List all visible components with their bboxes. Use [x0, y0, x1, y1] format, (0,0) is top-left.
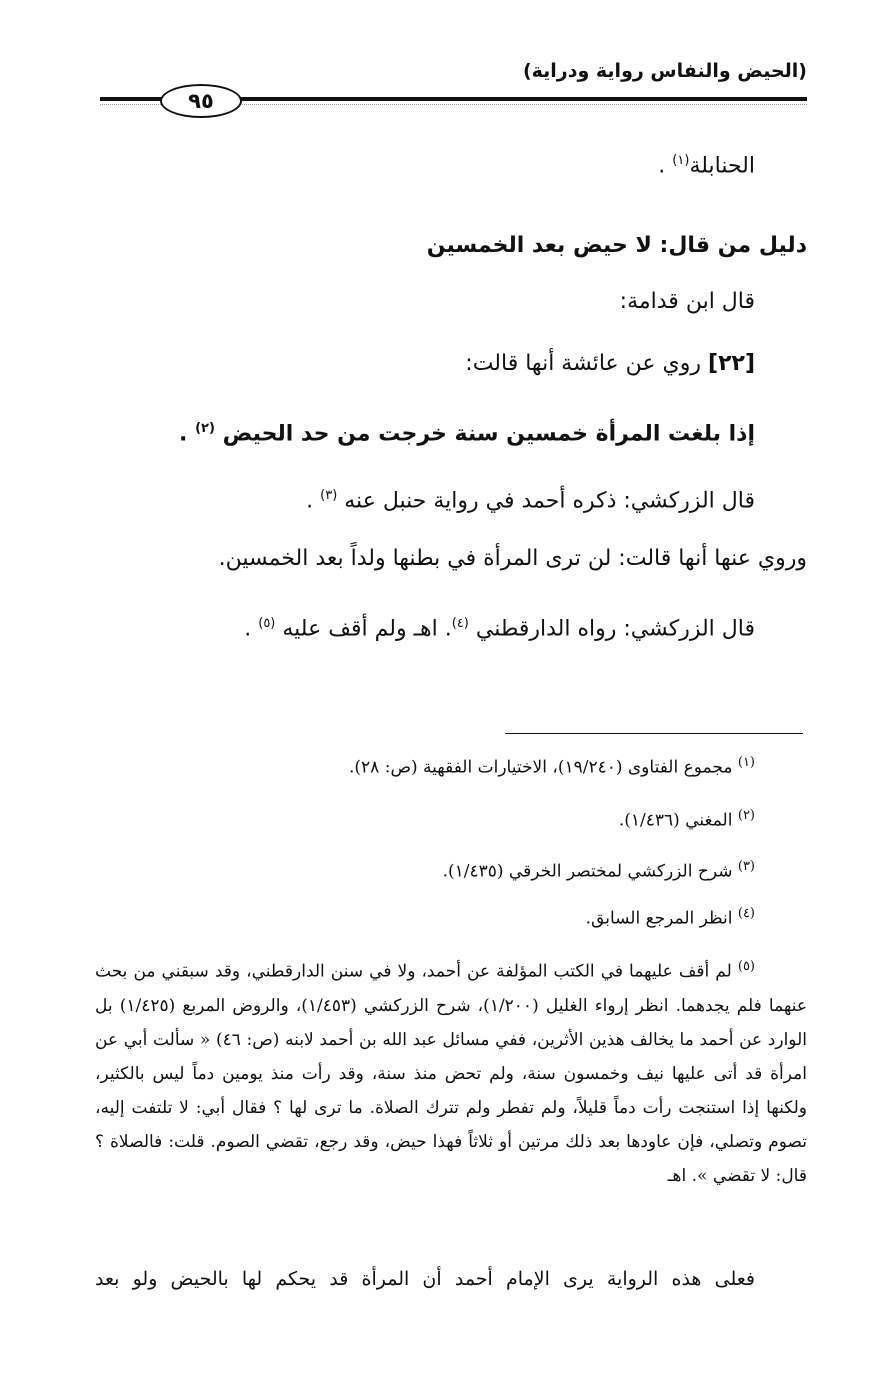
page-number: ٩٥ [160, 84, 242, 118]
footnote-ref: (٤) [451, 616, 469, 631]
punctuation: . [244, 616, 252, 642]
body-line-2: قال ابن قدامة: [619, 289, 755, 314]
footnote-marker: (٤) [737, 906, 755, 921]
footnote-text: انظر المرجع السابق. [585, 908, 733, 929]
continuation-line: فعلى هذه الرواية يرى الإمام أحمد أن المرأة قد يحكم لها بالحيض ولو بعد [95, 1268, 755, 1290]
footnote-3 [443, 859, 755, 882]
footnote-text: لم أقف عليهما في الكتب المؤلفة عن أحمد، ولا في سنن الدارقطني، وقد سبقني من بحث عنهما فلم يجدهما. انظر إرواء الغليل (١/٢٠٠)، شرح الزركشي (١/٤٥٣)، والروض المربع (١/٤٢٥) بل الوارد عن أحمد ما يخالف هذين الأثرين، ففي مسائل عبد الله بن أحمد لابنه (ص: ٤٦) « سألت أبي عن امرأة قد أتى عليها نيف وخمسون سنة، ولم تحض منذ سنة، وقد رأت منذ يومين دماً ليس بالكثير، ولكنها إذا استنجت رأت دماً قليلاً، ولم تفطر ولم تترك الصلاة. ما ترى لها ؟ فقال أبي: لا تلتفت إليه، تصوم وتصلي، فإن عاودها بعد ذلك مرتين أو ثلاثاً فهذا حيض، وقد رجع، تقضي الصوم. قلت: فالصلاة ؟ قال: لا تقضي ». اهـ [95, 961, 808, 1186]
footnote-ref: (٣) [320, 488, 338, 503]
footnote-marker: (٣) [737, 859, 755, 874]
punctuation: . [179, 421, 188, 447]
hadith-text: إذا بلغت المرأة خمسين سنة خرجت من حد الحيض [222, 421, 755, 447]
body-text: قال الزركشي: ذكره أحمد في رواية حنبل عنه [344, 488, 755, 514]
section-heading: دليل من قال: لا حيض بعد الخمسين [426, 233, 807, 258]
footnote-ref: (٢) [195, 421, 215, 436]
body-line-3 [465, 351, 755, 376]
body-line-5 [306, 488, 755, 513]
body-line-6: وروي عنها أنها قالت: لن ترى المرأة في بطنها ولداً بعد الخمسين. [218, 546, 807, 571]
body-text: روي عن عائشة أنها قالت: [465, 351, 702, 376]
running-header-title: (الحيض والنفاس رواية ودراية) [522, 60, 807, 82]
footnote-2 [619, 808, 755, 831]
body-line-1 [658, 153, 755, 178]
footnote-text: شرح الزركشي لمختصر الخرقي (١/٤٣٥). [442, 861, 733, 882]
footnote-1 [349, 755, 755, 778]
hadith-number: [٢٢] [708, 351, 755, 376]
footnote-5 [95, 950, 807, 1193]
body-text: قال الزركشي: رواه الدارقطني [475, 616, 755, 642]
footnote-separator [505, 733, 803, 734]
body-line-7 [244, 616, 755, 641]
body-text: الحنابلة [689, 153, 755, 179]
footnote-marker: (١) [737, 755, 755, 770]
body-line-4 [179, 421, 755, 446]
footnote-text: مجموع الفتاوى (١٩/٢٤٠)، الاختيارات الفقهية (ص: ٢٨). [349, 757, 733, 778]
punctuation: . [658, 153, 666, 179]
body-text: . اهـ ولم أقف عليه [282, 616, 452, 642]
footnote-ref: (٥) [258, 616, 276, 631]
footnote-text: المغني (١/٤٣٦). [618, 810, 733, 831]
footnote-4 [586, 906, 755, 929]
footnote-marker: (٢) [737, 808, 755, 823]
footnote-ref: (١) [672, 153, 690, 168]
footnote-marker: (٥) [737, 959, 755, 974]
punctuation: . [306, 488, 314, 514]
